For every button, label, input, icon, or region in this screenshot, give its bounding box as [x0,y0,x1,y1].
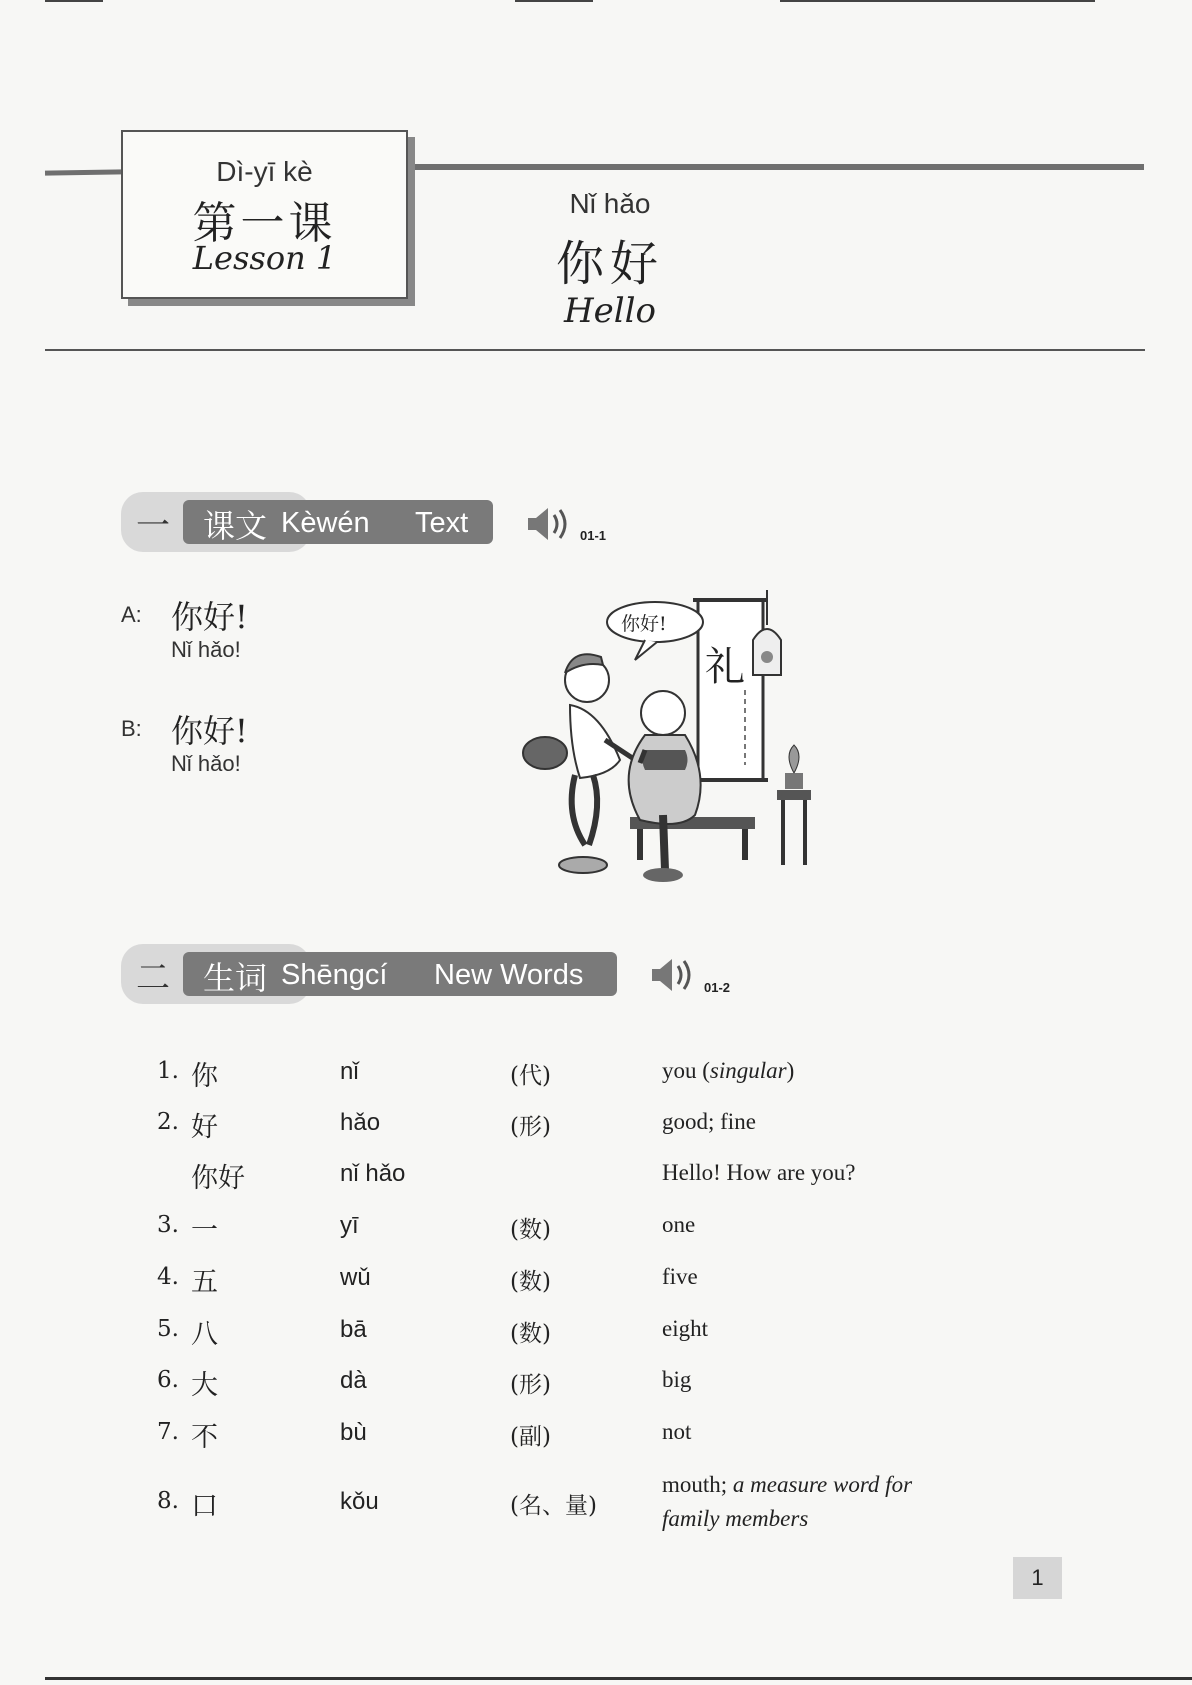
vocab-pinyin: bā [340,1316,367,1343]
vocab-part-of-speech: (副) [510,1424,551,1450]
section-number: 一 [136,506,170,546]
vocab-english-italic: a measure word for family members [662,1472,913,1531]
header-rule-left [45,169,123,175]
vocab-row [0,1312,1192,1364]
vocab-hanzi: 八 [191,1319,218,1350]
vocab-pinyin: nǐ [340,1058,359,1085]
vocab-number: 3. [157,1212,179,1238]
vocab-english-text: one [662,1212,696,1237]
vocab-number: 7. [157,1419,179,1445]
vocab-part-of-speech: (数) [510,1321,551,1347]
dialogue-line-b-pinyin: Nǐ hǎo! [171,751,241,776]
vocab-english [662,1264,698,1290]
vocab-english [662,1367,691,1393]
vocab-number: 5. [157,1316,179,1342]
vocab-pinyin: dà [340,1367,367,1394]
vocab-row [0,1472,1192,1556]
vocab-english-text: big [662,1367,692,1392]
section-number: 二 [136,958,170,998]
vocab-hanzi: 好 [191,1112,218,1143]
vocab-part-of-speech: (数) [510,1269,551,1295]
vocab-number: 4. [157,1264,179,1290]
top-edge-mark-right [780,0,1095,2]
audio-track-number: 01-2 [704,980,731,995]
vocab-pinyin: nǐ hǎo [340,1160,406,1187]
vocab-english-row-8-not: not [662,1419,692,1444]
title-pinyin: Nǐ hǎo [569,188,651,219]
section-title-english: Text [415,507,469,539]
vocab-part-of-speech: (名、量) [510,1493,597,1519]
dialogue-line-a-hanzi: 你好! [171,598,248,636]
header-rule-right [404,164,1144,170]
vocab-row [0,1363,1192,1415]
vocab-row [0,1208,1192,1260]
audio-speaker-icon[interactable] [524,502,574,546]
section-title-english: New Words [434,959,584,991]
vocab-part-of-speech: (数) [510,1217,551,1243]
title-hanzi: 你好 [555,236,664,292]
dialogue-line-b-hanzi: 你好! [171,712,248,750]
vocab-hanzi: 一 [191,1215,218,1246]
vocab-number: 8. [157,1488,179,1514]
dialogue-speaker-a: A: [121,602,142,627]
vocab-number: 6. [157,1367,179,1393]
vocab-english-text: mouth; [662,1472,733,1497]
section-text-banner [121,492,501,552]
vocab-hanzi: 不 [191,1422,218,1453]
dialogue-speaker-b: B: [121,716,142,741]
speech-bubble-text: 你好! [621,613,667,635]
vocab-english [662,1058,794,1084]
section-words-banner [121,944,621,1004]
vocab-row [0,1054,1192,1106]
dialogue-line-a-pinyin: Nǐ hǎo! [171,637,241,662]
vocab-number: 2. [157,1109,179,1135]
vocab-number: 1. [157,1058,179,1084]
section-title-zh: 生词 [203,959,268,997]
section-title-zh: 课文 [203,507,268,545]
lesson-number-box [121,130,408,299]
vocab-part-of-speech: (形) [510,1372,551,1398]
title-english: Hello [564,291,656,331]
vocab-pinyin: hǎo [340,1109,381,1136]
audio-speaker-icon[interactable] [648,953,698,997]
vocab-part-of-speech: (代) [510,1063,551,1089]
vocab-english-text: eight [662,1316,708,1341]
greeting-illustration [505,585,825,885]
header-rule-bottom [45,349,1145,351]
vocab-english-text: Hello! How are you? [662,1160,856,1185]
vocab-part-of-speech: (形) [510,1114,551,1140]
vocab-pinyin: yī [340,1212,359,1239]
vocab-english-text: five [662,1264,698,1289]
vocab-row [0,1260,1192,1312]
vocab-hanzi: 你 [191,1061,218,1092]
vocab-english-text: you ( [662,1058,710,1083]
vocab-pinyin: bù [340,1419,367,1446]
scroll-character: 礼 [705,644,745,690]
vocab-english [662,1160,856,1186]
vocab-row [0,1156,1192,1208]
vocab-english-italic: singular [709,1058,787,1083]
vocab-english-after: ) [786,1058,795,1083]
page-number: 1 [1013,1557,1062,1599]
vocab-row [0,1415,1192,1467]
vocab-english [662,1316,708,1342]
vocab-hanzi: 你好 [191,1163,245,1194]
top-edge-mark-center [515,0,593,2]
vocab-english [662,1109,756,1135]
bottom-edge-line [45,1677,1192,1680]
vocab-hanzi: 口 [191,1491,218,1522]
lesson-hanzi: 第一课 [192,198,337,249]
vocab-english [662,1212,695,1238]
vocab-pinyin: wǔ [340,1264,371,1291]
lesson-pinyin: Dì-yī kè [216,156,313,187]
vocab-pinyin: kǒu [340,1488,379,1515]
top-edge-mark-left [45,0,103,2]
vocab-english [662,1468,952,1536]
section-title-pinyin: Shēngcí [281,959,388,991]
vocab-english-text: good; fine [662,1109,756,1134]
lesson-english: Lesson 1 [192,239,337,277]
vocab-row [0,1105,1192,1157]
vocab-hanzi: 五 [191,1267,218,1298]
vocab-hanzi: 大 [191,1370,218,1401]
section-title-pinyin: Kèwén [281,507,370,539]
audio-track-number: 01-1 [580,528,607,543]
